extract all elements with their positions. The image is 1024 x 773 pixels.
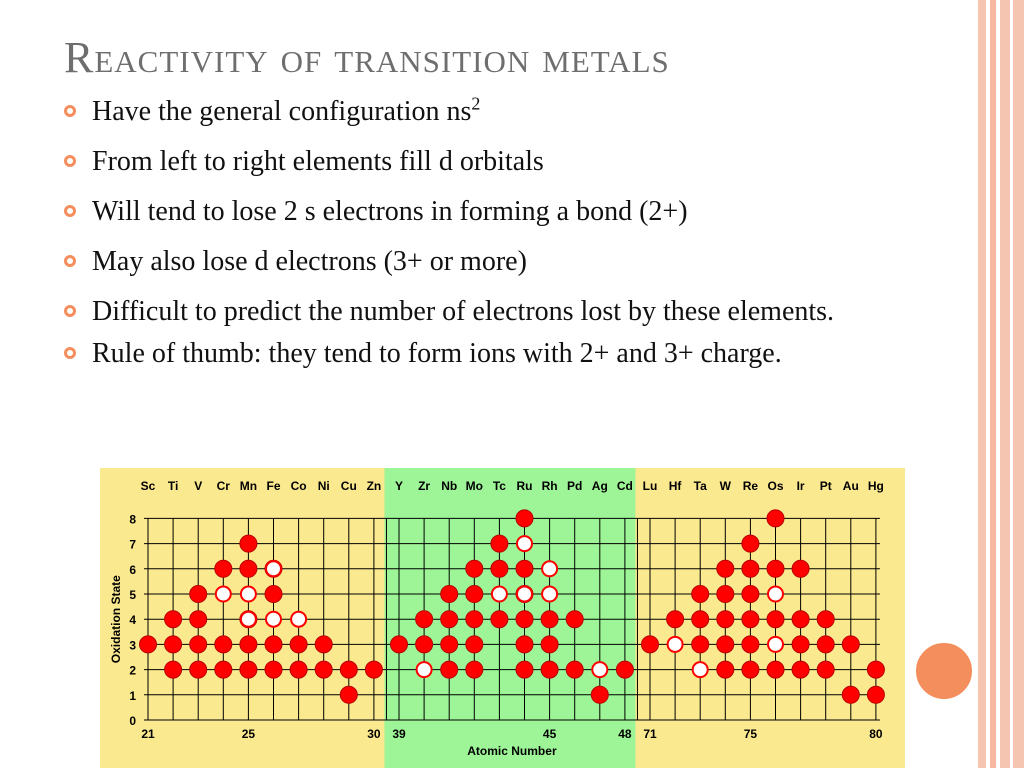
y-tick-label: 6 [129,562,136,577]
element-symbol: Zr [418,479,431,493]
data-point-filled [416,611,433,628]
data-point-filled [315,636,332,653]
data-point-filled [717,586,734,603]
x-tick-label: 39 [392,727,406,741]
y-axis-label: Oxidation State [109,575,123,664]
data-point-open [216,587,231,602]
data-point-filled [340,661,357,678]
bullet-text: Have the general configuration ns [92,96,472,127]
x-tick-label: 30 [367,727,381,741]
element-symbol: Cr [216,479,230,493]
data-point-filled [541,611,558,628]
bullet-text: Will tend to lose 2 s electrons in forming a bond (2+) [92,196,688,227]
data-point-filled [742,535,759,552]
x-tick-label: 80 [869,727,883,741]
data-point-filled [717,611,734,628]
data-point-filled [516,611,533,628]
element-symbol: Ti [167,479,179,493]
x-axis-label: Atomic Number [467,744,557,758]
data-point-filled [616,661,633,678]
data-point-filled [441,636,458,653]
data-point-filled [391,636,408,653]
data-point-open [517,536,532,551]
data-point-open [266,612,281,627]
y-tick-label: 3 [129,638,136,653]
element-symbol: Re [742,479,759,493]
element-symbol: Rh [541,479,558,493]
element-symbol: Au [842,479,859,493]
element-symbol: Cu [340,479,357,493]
data-point-filled [767,611,784,628]
data-point-filled [466,611,483,628]
data-point-filled [215,636,232,653]
element-symbol: Zn [366,479,382,493]
data-point-open [417,662,432,677]
data-point-filled [491,535,508,552]
bullet-item [64,292,944,332]
bullet-icon [64,105,76,117]
data-point-filled [240,636,257,653]
data-point-open [668,637,683,652]
data-point-filled [466,636,483,653]
data-point-open [693,662,708,677]
element-symbol: V [194,479,203,493]
chart-svg [100,468,905,768]
x-tick-label: 71 [643,727,657,741]
bullet-icon [64,305,76,317]
y-tick-label: 4 [129,613,136,628]
element-symbol: Ni [317,479,330,493]
data-point-filled [516,510,533,527]
bullet-superscript: 2 [471,93,481,114]
data-point-filled [165,636,182,653]
data-point-filled [742,636,759,653]
data-point-filled [491,611,508,628]
element-symbol: Cd [616,479,633,493]
y-tick-label: 8 [129,512,136,527]
data-point-filled [516,661,533,678]
element-symbol: Ru [516,479,533,493]
data-point-filled [240,560,257,577]
data-point-open [266,561,281,576]
data-point-open [542,587,557,602]
bullet-text: May also lose d electrons (3+ or more) [92,246,527,277]
data-point-filled [817,636,834,653]
data-point-filled [265,586,282,603]
data-point-filled [466,586,483,603]
data-point-filled [842,686,859,703]
data-point-filled [190,661,207,678]
element-symbol: Lu [642,479,658,493]
data-point-filled [290,636,307,653]
data-point-filled [717,636,734,653]
bullet-item [64,334,944,374]
y-tick-label: 1 [129,688,136,703]
data-point-filled [541,636,558,653]
data-point-filled [817,611,834,628]
data-point-filled [240,661,257,678]
data-point-filled [516,560,533,577]
data-point-filled [667,611,684,628]
slide-title: Reactivity of transition metals [64,33,670,82]
element-symbol: Y [394,479,404,493]
data-point-filled [165,611,182,628]
data-point-filled [441,611,458,628]
data-point-filled [792,636,809,653]
data-point-filled [315,661,332,678]
data-point-filled [742,611,759,628]
bullet-item [64,142,944,182]
data-point-filled [566,661,583,678]
bullet-item [64,242,944,282]
bullet-text: Difficult to predict the number of electrons lost by these elements. [92,296,835,327]
data-point-filled [867,686,884,703]
x-tick-label: 21 [141,727,155,741]
y-tick-label: 5 [129,588,136,602]
data-point-filled [817,661,834,678]
data-point-filled [215,661,232,678]
data-point-filled [441,661,458,678]
data-point-filled [190,586,207,603]
data-point-open [492,587,507,602]
data-point-filled [466,661,483,678]
data-point-filled [290,661,307,678]
data-point-filled [516,636,533,653]
data-point-filled [792,560,809,577]
data-point-filled [692,636,709,653]
element-symbol: Fe [266,479,281,493]
decor-stripe [978,0,986,768]
data-point-filled [190,611,207,628]
data-point-filled [240,535,257,552]
bullet-item [64,192,944,232]
data-point-open [517,587,532,602]
element-symbol: Sc [140,479,156,493]
element-symbol: W [719,479,731,493]
element-symbol: Mo [465,479,483,493]
data-point-open [241,587,256,602]
data-point-filled [265,636,282,653]
x-tick-label: 75 [743,727,758,741]
data-point-filled [742,661,759,678]
bullet-text: From left to right elements fill d orbitals [92,146,544,177]
data-point-filled [215,560,232,577]
bullet-text: Rule of thumb: they tend to form ions with 2+ and 3+ charge. [92,338,782,369]
data-point-filled [566,611,583,628]
decor-circle [913,640,975,702]
data-point-filled [340,686,357,703]
data-point-filled [692,611,709,628]
data-point-filled [265,661,282,678]
data-point-open [592,662,607,677]
data-point-filled [767,560,784,577]
element-symbol: Ir [796,479,805,493]
data-point-open [542,561,557,576]
data-point-filled [140,636,157,653]
element-symbol: Ag [591,479,608,493]
y-tick-label: 0 [129,714,136,728]
y-tick-label: 2 [129,663,136,678]
data-point-filled [742,586,759,603]
data-point-filled [466,560,483,577]
data-point-filled [190,636,207,653]
data-point-filled [717,661,734,678]
data-point-filled [491,560,508,577]
data-point-filled [541,661,558,678]
data-point-filled [842,636,859,653]
data-point-filled [165,661,182,678]
data-point-filled [742,560,759,577]
data-point-filled [767,661,784,678]
bullet-icon [64,347,76,359]
bullet-icon [64,255,76,267]
data-point-filled [792,661,809,678]
element-symbol: Co [290,479,307,493]
data-point-filled [591,686,608,703]
element-symbol: Pt [819,479,832,493]
oxidation-state-chart [100,468,905,768]
y-tick-label: 7 [129,537,136,552]
data-point-open [241,612,256,627]
data-point-filled [867,661,884,678]
data-point-filled [365,661,382,678]
bullet-item [64,92,944,132]
data-point-filled [767,510,784,527]
bullet-list [64,92,944,384]
data-point-open [291,612,306,627]
data-point-filled [441,586,458,603]
element-symbol: Tc [492,479,506,493]
x-tick-label: 45 [542,727,557,741]
element-symbol: Os [767,479,784,493]
element-symbol: Pd [567,479,583,493]
data-point-open [768,587,783,602]
x-tick-label: 48 [618,727,632,741]
element-symbol: Hg [867,479,884,493]
data-point-filled [717,560,734,577]
data-point-open [768,637,783,652]
bullet-icon [64,205,76,217]
element-symbol: Ta [693,479,707,493]
data-point-filled [642,636,659,653]
element-symbol: Mn [239,479,258,493]
bullet-icon [64,155,76,167]
data-point-filled [416,636,433,653]
element-symbol: Nb [441,479,458,493]
decor-stripe [1010,0,1013,768]
x-tick-label: 25 [241,727,256,741]
element-symbol: Hf [668,479,682,493]
data-point-filled [692,586,709,603]
data-point-filled [792,611,809,628]
